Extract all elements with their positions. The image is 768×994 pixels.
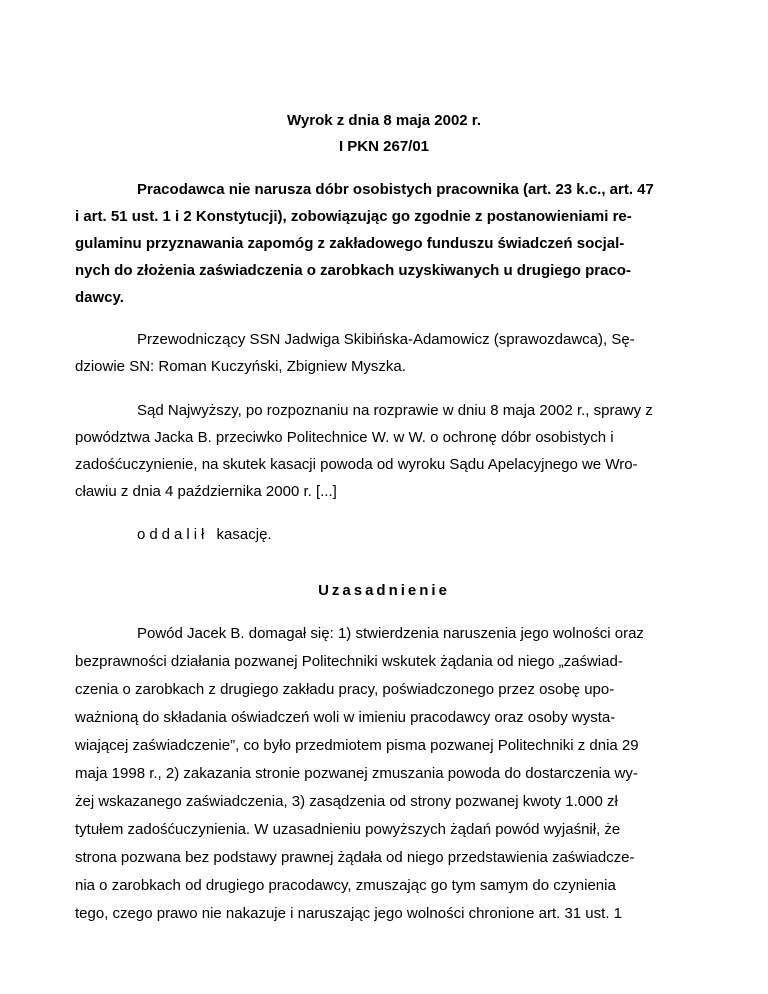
thesis-line: gulaminu przyznawania zapomóg z zakładowego funduszu świadczeń socjal- bbox=[75, 235, 625, 252]
justification-line: czenia o zarobkach z drugiego zakładu pracy, poświadczonego przez osobę upo- bbox=[75, 681, 615, 698]
proceeding-line: zadośćuczynienie, na skutek kasacji powoda od wyroku Sądu Apelacyjnego we Wro- bbox=[75, 456, 638, 473]
justification-line: maja 1998 r., 2) zakazania stronie pozwanej zmuszania powoda do dostarczenia wy- bbox=[75, 765, 638, 782]
thesis-line: nych do złożenia zaświadczenia o zarobkach uzyskiwanych u drugiego praco- bbox=[75, 262, 631, 279]
panel-line: dziowie SN: Roman Kuczyński, Zbigniew Myszka. bbox=[75, 358, 406, 375]
judgment-title: Wyrok z dnia 8 maja 2002 r. bbox=[287, 112, 481, 129]
justification-line: ważnioną do składania oświadczeń woli w imieniu pracodawcy oraz osoby wysta- bbox=[75, 709, 616, 726]
thesis-line: Pracodawca nie narusza dóbr osobistych pracownika (art. 23 k.c., art. 47 bbox=[137, 181, 654, 198]
justification-line: wiającej zaświadczenie”, co było przedmiotem pisma pozwanej Politechniki z dnia 29 bbox=[75, 737, 639, 754]
proceeding-line: cławiu z dnia 4 października 2000 r. [...] bbox=[75, 483, 337, 500]
case-number: I PKN 267/01 bbox=[338, 138, 430, 155]
justification-line: bezprawności działania pozwanej Politechniki wskutek żądania od niego „zaświad- bbox=[75, 653, 623, 670]
justification-line: tytułem zadośćuczynienia. W uzasadnieniu powyższych żądań powód wyjaśnił, że bbox=[75, 821, 621, 838]
proceeding-line: powództwa Jacka B. przeciwko Politechnice W. w W. o ochronę dóbr osobistych i bbox=[75, 429, 614, 446]
justification-line: żej wskazanego zaświadczenia, 3) zasądzenia od strony pozwanej kwoty 1.000 zł bbox=[75, 793, 618, 810]
verdict-object: kasację. bbox=[216, 526, 272, 543]
justification-heading: Uzasadnienie bbox=[318, 582, 450, 599]
proceeding-line: Sąd Najwyższy, po rozpoznaniu na rozprawie w dniu 8 maja 2002 r., sprawy z bbox=[137, 402, 653, 419]
justification-line: nia o zarobkach od drugiego pracodawcy, zmuszając go tym samym do czynienia bbox=[75, 877, 616, 894]
justification-line: strona pozwana bez podstawy prawnej żądała od niego przedstawienia zaświadcze- bbox=[75, 849, 635, 866]
verdict-word: oddalił bbox=[137, 526, 209, 543]
justification-line: Powód Jacek B. domagał się: 1) stwierdzenia naruszenia jego wolności oraz bbox=[137, 625, 644, 642]
panel-line: Przewodniczący SSN Jadwiga Skibińska-Adamowicz (sprawozdawca), Sę- bbox=[137, 331, 635, 348]
thesis-line: i art. 51 ust. 1 i 2 Konstytucji), zobowiązując go zgodnie z postanowieniami re- bbox=[75, 208, 632, 225]
verdict-line bbox=[137, 526, 272, 544]
justification-line: tego, czego prawo nie nakazuje i naruszając jego wolności chronione art. 31 ust. 1 bbox=[75, 905, 622, 922]
thesis-line: dawcy. bbox=[75, 289, 124, 306]
